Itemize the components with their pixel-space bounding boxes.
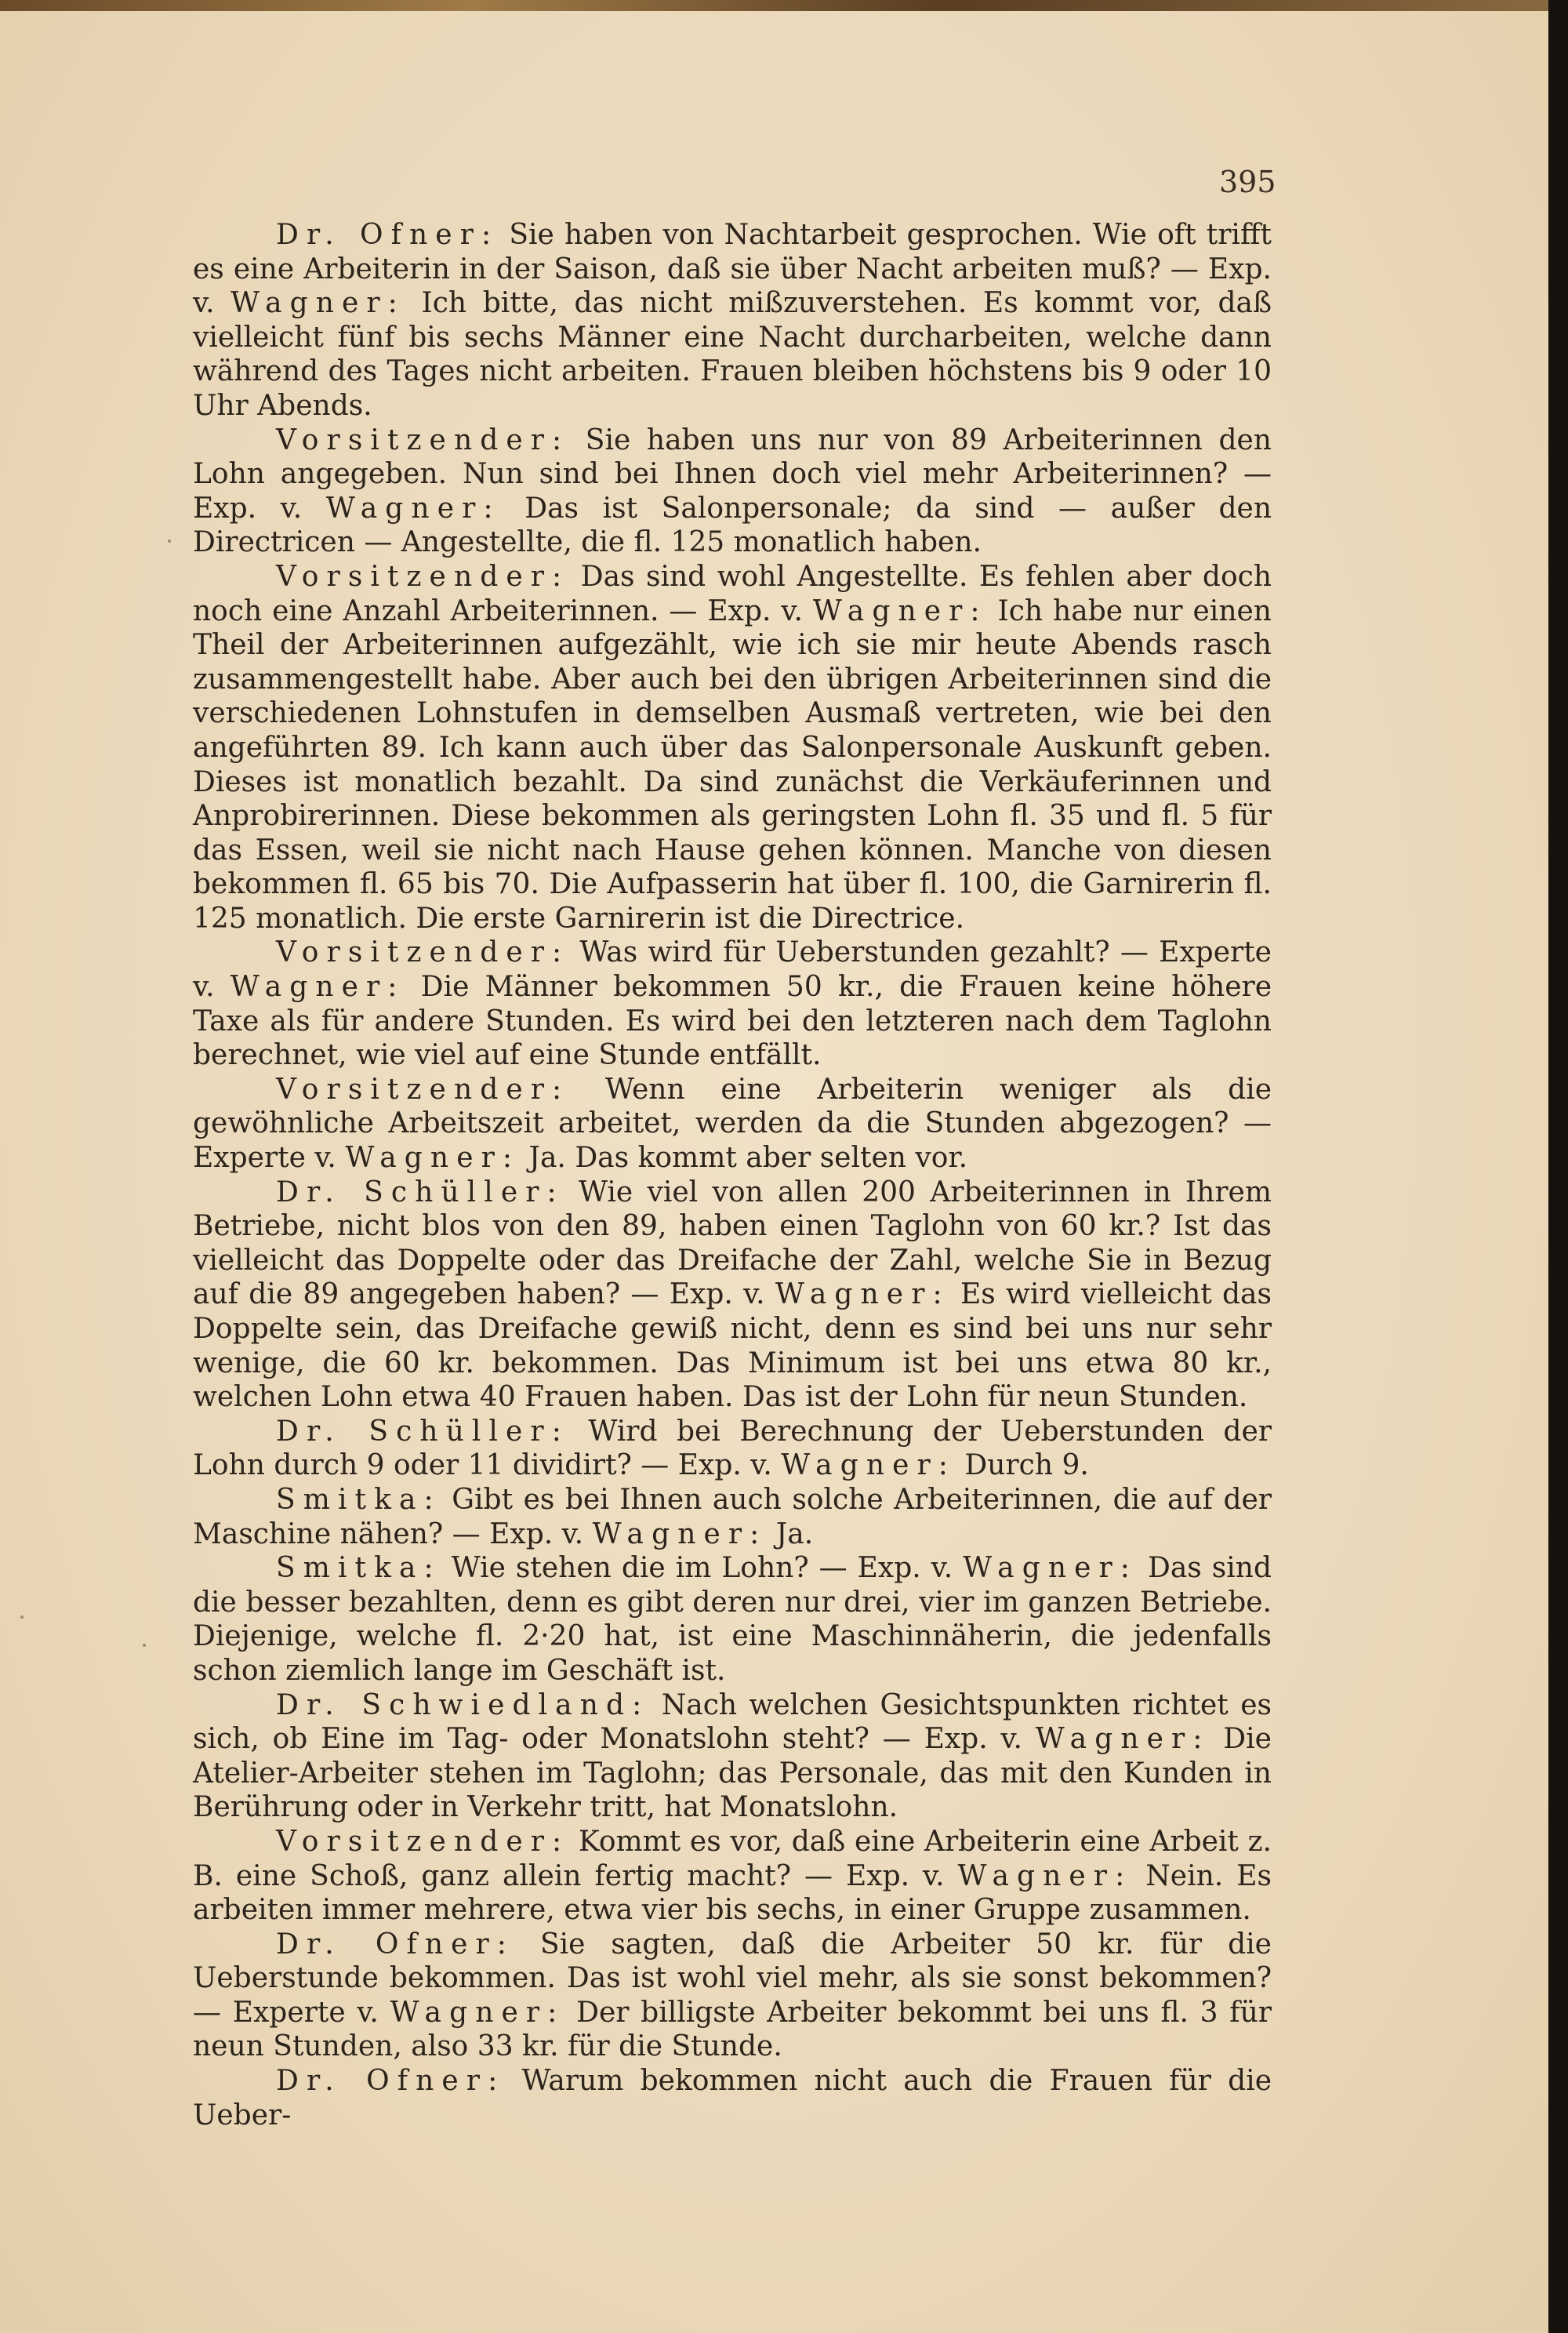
paragraph-text: Es wird vielleicht das Doppelte sein, das Dreifache gewiß nicht, denn es sind bei uns nur sehr wenige, die 60 kr. bekommen. Das Minimum ist bei uns etwa 80 kr., welchen Lohn etwa 40 Frauen haben. Das ist der Lohn für neun Stunden. [193,1278,1272,1414]
speaker-name: Vorsitzender: [276,936,570,969]
speaker-name: Vorsitzender: [276,1073,570,1106]
page-number: 395 [1219,165,1276,199]
speaker-name: Vorsitzender: [276,560,570,593]
speaker-name: Wagner: [812,594,988,627]
speaker-name: Wagner: [230,971,405,1004]
paragraph [193,1688,1272,1825]
paragraph [193,1483,1272,1551]
paper-speck [168,540,171,543]
speaker-name: Wagner: [592,1517,768,1550]
paragraph [193,1928,1272,2064]
speaker-name: Smitka: [276,1483,441,1516]
paragraph-text: Kommt es vor, daß eine Arbeiterin eine Arbeit z. B. eine Schoß, ganz allein fertig macht? — Exp. v. [193,1825,1272,1892]
paragraph-text: Das sind wohl Angestellte. Es fehlen aber doch noch eine Anzahl Arbeiterinnen. — Exp. v. [193,560,1272,627]
paragraph-text: Warum bekommen nicht auch die Frauen für die Ueber- [193,2065,1272,2131]
paragraph-text: Wie viel von allen 200 Arbeiterinnen in Ihrem Betriebe, nicht blos von den 89, haben einen Taglohn von 60 kr.? Ist das vielleicht das Doppelte oder das Dreifache der Zahl, welche Sie in Bezug auf die 89 angegeben haben? — Exp. v. [193,1176,1272,1311]
paragraph-text: Nach welchen Gesichtspunkten richtet es sich, ob Eine im Tag- oder Monatslohn steht? — Exp. v. [193,1688,1272,1756]
paragraph-text: Wird bei Berechnung der Ueberstunden der Lohn durch 9 oder 11 dividirt? — Exp. v. [193,1415,1272,1482]
paragraph-text: Sie haben von Nachtarbeit gesprochen. Wie oft trifft es eine Arbeiterin in der Saison, daß sie über Nacht arbeiten muß? — Exp. v. [193,219,1272,320]
speaker-name: Wagner: [230,287,405,320]
speaker-name: Dr. Schwiedland: [276,1688,650,1721]
speaker-name: Wagner: [957,1859,1133,1892]
body-text [193,218,1272,2132]
paragraph [193,1176,1272,1415]
paper-speck [143,1644,146,1647]
book-edge-right [1548,0,1568,2333]
paragraph [193,423,1272,560]
speaker-name: Dr. Ofner: [276,1928,514,1961]
paragraph-text: Das ist Salonpersonale; da sind — außer den Directricen — Angestellte, die fl. 125 monatlich haben. [193,492,1272,559]
paragraph-text: Das sind die besser bezahlten, denn es gibt deren nur drei, vier im ganzen Betriebe. Diejenige, welche fl. 2·20 hat, ist eine Maschinnäherin, die jedenfalls schon ziemlich lange im Geschäft ist. [193,1552,1272,1687]
paragraph [193,1551,1272,1688]
paragraph-text: Sie haben uns nur von 89 Arbeiterinnen den Lohn angegeben. Nun sind bei Ihnen doch viel mehr Arbeiterinnen? — Exp. v. [193,423,1272,525]
paragraph [193,936,1272,1072]
speaker-name: Dr. Schüller: [276,1176,564,1208]
paragraph-text: Der billigste Arbeiter bekommt bei uns fl. 3 für neun Stunden, also 33 kr. für die Stunde. [193,1996,1272,2063]
speaker-name: Wagner: [963,1552,1138,1585]
paragraph-text: Durch 9. [955,1449,1089,1482]
paragraph-text: Ja. [767,1517,814,1550]
paragraph-text: Nein. Es arbeiten immer mehrere, etwa vier bis sechs, in einer Gruppe zusammen. [193,1859,1272,1927]
paragraph-text: Die Männer bekommen 50 kr., die Frauen keine höhere Taxe als für andere Stunden. Es wird bei den letzteren nach dem Taglohn berechnet, wie viel auf eine Stunde entfällt. [193,971,1272,1072]
paragraph-text: Gibt es bei Ihnen auch solche Arbeiterinnen, die auf der Maschine nähen? — Exp. v. [193,1483,1272,1550]
paragraph-text: Ich bitte, das nicht mißzuverstehen. Es kommt vor, daß vielleicht fünf bis sechs Männer eine Nacht durcharbeiten, welche dann während des Tages nicht arbeiten. Frauen bleiben höchstens bis 9 oder 10 Uhr Abends. [193,287,1272,422]
paragraph-text: Wie stehen die im Lohn? — Exp. v. [441,1552,964,1585]
speaker-name: Vorsitzender: [276,423,570,456]
paragraph-text: Was wird für Ueberstunden gezahlt? — Experte v. [193,936,1272,1004]
paragraph [193,2064,1272,2132]
paragraph-text: Sie sagten, daß die Arbeiter 50 kr. für die Ueberstunde bekommen. Das ist wohl viel mehr, als sie sonst bekommen? — Experte v. [193,1928,1272,2029]
speaker-name: Wagner: [781,1449,956,1482]
speaker-name: Vorsitzender: [276,1825,570,1858]
speaker-name: Wagner: [325,492,501,525]
book-edge-top [0,0,1568,11]
paragraph-text: Die Atelier-Arbeiter stehen im Taglohn; das Personale, das mit den Kunden in Berührung oder in Verkehr tritt, hat Monatslohn. [193,1723,1272,1824]
speaker-name: Smitka: [276,1552,441,1585]
paragraph-text: Wenn eine Arbeiterin weniger als die gewöhnliche Arbeitszeit arbeitet, werden da die Stunden abgezogen? — Experte v. [193,1073,1272,1175]
paragraph-text: Ja. Das kommt aber selten vor. [520,1142,968,1175]
speaker-name: Wagner: [775,1278,950,1311]
paper-speck [20,1615,24,1619]
paragraph [193,1073,1272,1176]
speaker-name: Dr. Ofner: [276,2065,506,2098]
speaker-name: Dr. Schüller: [276,1415,569,1448]
speaker-name: Wagner: [390,1996,565,2029]
speaker-name: Wagner: [1035,1723,1210,1756]
speaker-name: Dr. Ofner: [276,219,499,251]
paragraph [193,560,1272,936]
paragraph-text: Ich habe nur einen Theil der Arbeiterinnen aufgezählt, wie ich sie mir heute Abends rasch zusammengestellt habe. Aber auch bei den übrigen Arbeiterinnen sind die verschiedenen Lohnstufen in demselben Ausmaß vertreten, wie bei den angeführten 89. Ich kann auch über das Salonpersonale Auskunft geben. Dieses ist monatlich bezahlt. Da sind zunächst die Verkäuferinnen und Anprobirerinnen. Diese bekommen als geringsten Lohn fl. 35 und fl. 5 für das Essen, weil sie nicht nach Hause gehen können. Manche von diesen bekommen fl. 65 bis 70. Die Aufpasserin hat über fl. 100, die Garnirerin fl. 125 monatlich. Die erste Garnirerin ist die Directrice. [193,594,1272,935]
paragraph [193,1825,1272,1928]
speaker-name: Wagner: [345,1142,521,1175]
paragraph [193,1415,1272,1483]
paragraph [193,218,1272,423]
